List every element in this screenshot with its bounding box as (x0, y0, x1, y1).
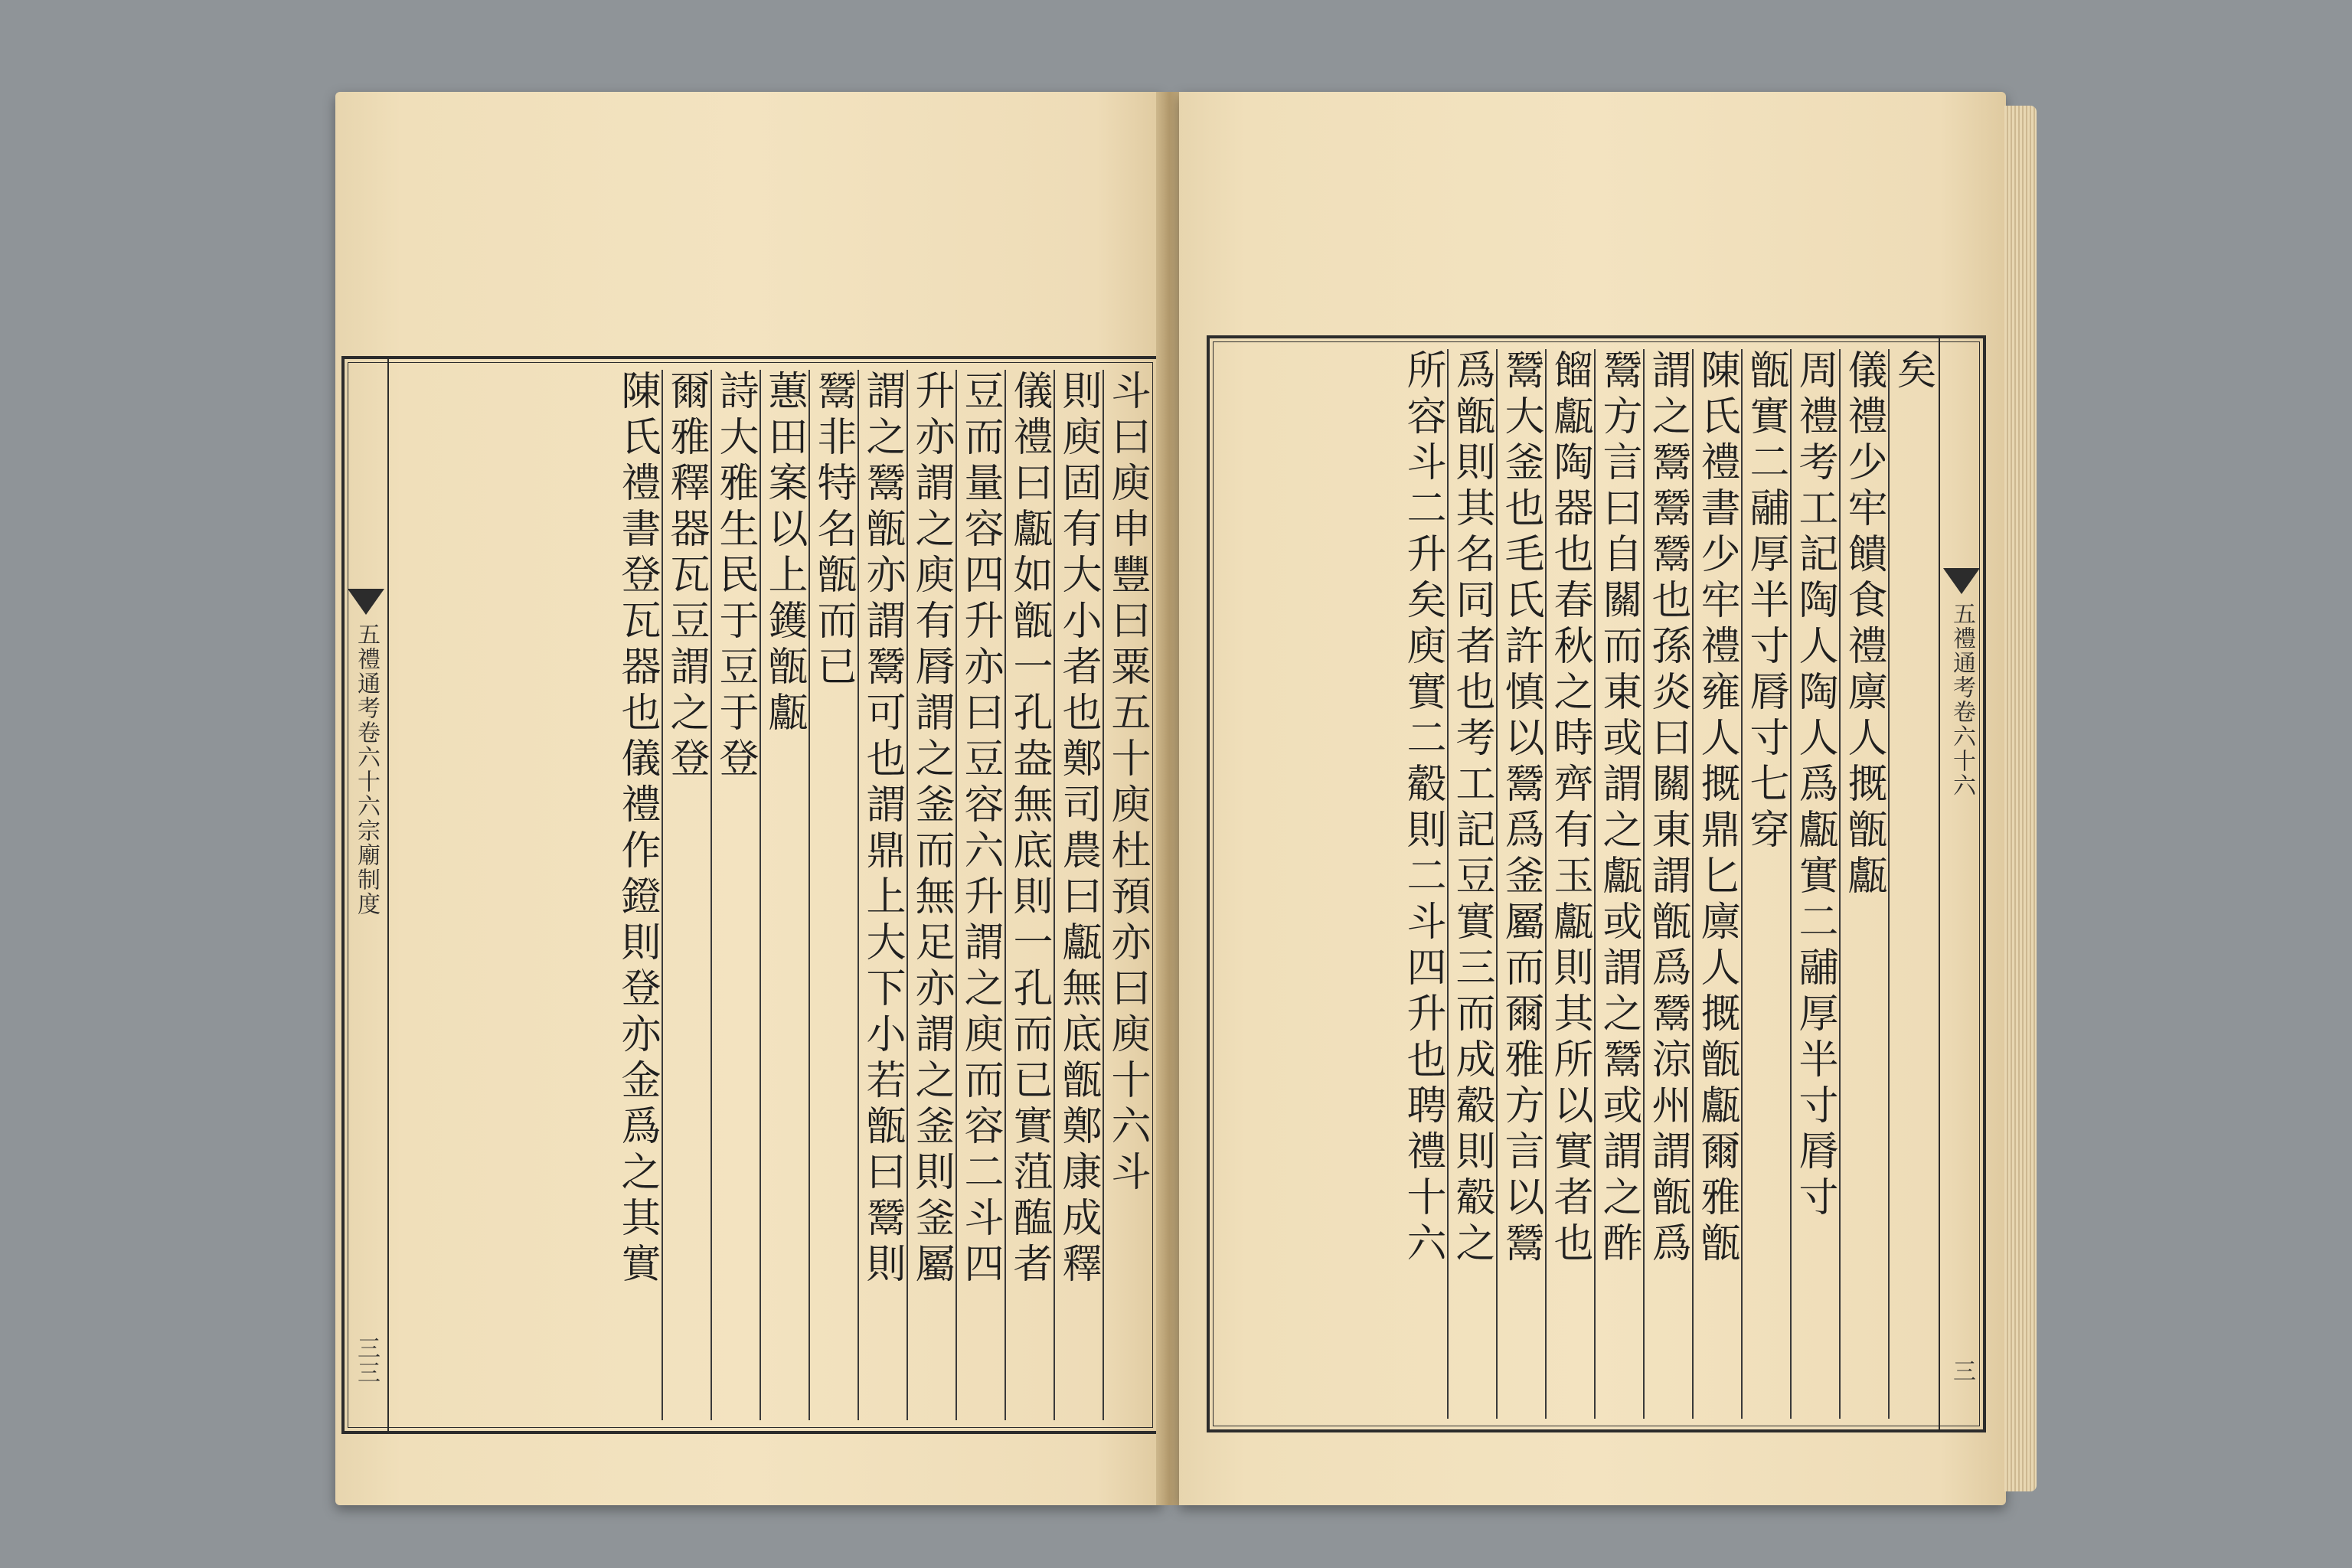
left-page-frame (341, 356, 1159, 1434)
fish-tail-mark (1943, 568, 1980, 594)
text-column: 謂之鬵甑亦謂鬵可也謂鼎上大下小若甑曰鬵則 (858, 370, 906, 1420)
text-column: 則庾固有大小者也鄭司農曰甗無底甑鄭康成釋 (1054, 370, 1102, 1420)
text-column: 陳氏禮書登瓦器也儀禮作鐙則登亦金爲之其實 (614, 370, 660, 1289)
text-column: 鬵非特名甑而已 (808, 370, 858, 1420)
text-column: 豆而量容四升亦曰豆容六升謂之庾而容二斗四 (956, 370, 1004, 1420)
right-page-frame (1207, 335, 1986, 1432)
text-column: 甑實二鬴厚半寸脣寸七穿 (1741, 349, 1790, 1419)
text-column: 鬵方言曰自關而東或謂之甗或謂之鬵或謂之酢 (1594, 349, 1643, 1419)
text-column: 鬵大釜也毛氏許慎以鬵爲釜屬而爾雅方言以鬵 (1496, 349, 1545, 1419)
text-column: 周禮考工記陶人陶人爲甗實二鬴厚半寸脣寸 (1790, 349, 1839, 1419)
text-columns (1214, 349, 1937, 1419)
text-columns (390, 370, 1152, 1420)
fish-tail-mark (348, 589, 384, 615)
text-column: 升亦謂之庾有脣謂之釜而無足亦謂之釜則釜屬 (906, 370, 956, 1420)
text-column: 所容斗二升矣庾實二觳則二斗四升也聘禮十六 (1400, 349, 1446, 1268)
text-column: 餾甗陶器也春秋之時齊有玉甗則其所以實者也 (1545, 349, 1594, 1419)
stacked-page-edges (2004, 106, 2037, 1491)
text-column: 爲甑則其名同者也考工記豆實三而成觳則觳之 (1447, 349, 1496, 1419)
text-column: 斗曰庾申豐曰粟五十庾杜預亦曰庾十六斗 (1102, 370, 1152, 1420)
folio-number: 三三 (353, 1336, 380, 1385)
text-column: 爾雅釋器瓦豆謂之登 (662, 370, 710, 1420)
left-banxin (345, 359, 389, 1431)
text-column: 儀禮少牢饋食禮廪人摡甑甗 (1839, 349, 1888, 1419)
text-column: 矣 (1888, 349, 1937, 1419)
banxin-title: 五禮通考卷六十六 (1949, 602, 1975, 798)
open-book (335, 92, 2035, 1505)
text-column: 蕙田案以上鑊甑甗 (760, 370, 808, 1420)
text-column: 陳氏禮書少牢禮雍人摡鼎匕廪人摡甑甗爾雅甑 (1692, 349, 1741, 1419)
text-column: 謂之鬵鬵鬵也孫炎曰關東謂甑爲鬵涼州謂甑爲 (1643, 349, 1692, 1419)
right-banxin (1939, 338, 1983, 1429)
right-page (1179, 92, 2006, 1505)
text-column: 儀禮曰甗如甑一孔盎無底則一孔而已實菹醢者 (1004, 370, 1054, 1420)
text-column: 詩大雅生民于豆于登 (710, 370, 760, 1420)
banxin-title: 五禮通考卷六十六宗廟制度 (353, 622, 380, 916)
folio-number: 三 (1949, 1359, 1975, 1383)
left-page (335, 92, 1162, 1505)
